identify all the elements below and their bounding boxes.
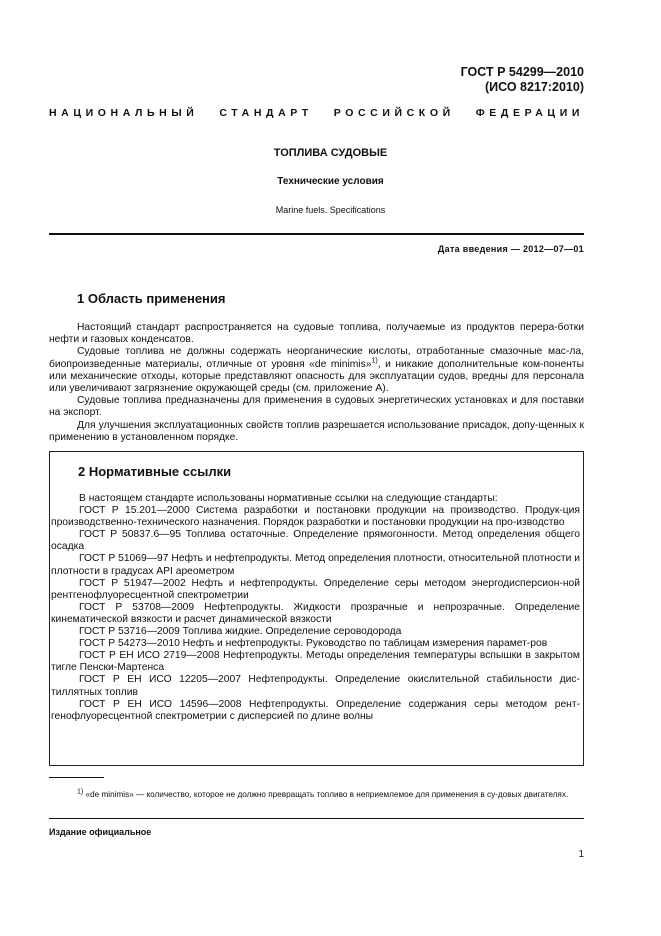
document-title: ТОПЛИВА СУДОВЫЕ bbox=[273, 147, 388, 159]
normative-references-list bbox=[51, 493, 580, 723]
reference-item: ГОСТ Р 53716—2009 Топлива жидкие. Определение сероводорода bbox=[79, 626, 402, 638]
section-1-body bbox=[49, 322, 584, 444]
title-divider bbox=[49, 233, 584, 235]
reference-item: ГОСТ Р 51947—2002 Нефть и нефтепродукты. Определение серы методом энергодисперсион-ной рентгенофлуоресцентной спектрометрии bbox=[51, 577, 580, 601]
footnote-separator bbox=[49, 777, 104, 778]
paragraph: Настоящий стандарт распространяется на судовые топлива, получаемые из продуктов перера-ботки нефти и газовых конденсатов. bbox=[49, 322, 584, 346]
reference-item: ГОСТ Р 50837.6—95 Топлива остаточные. Определение прямогонности. Метод определения общего осадка bbox=[51, 529, 580, 553]
document-subtitle: Технические условия bbox=[277, 176, 384, 187]
paragraph: Для улучшения эксплуатационных свойств топлив разрешается использование присадок, допу-щенных к применению в установленном порядке. bbox=[49, 419, 584, 443]
footnote-ref[interactable]: 1) bbox=[371, 357, 378, 365]
introduction-date: Дата введения — 2012—07—01 bbox=[437, 244, 584, 254]
footnote-marker: 1) bbox=[77, 788, 84, 796]
footnote bbox=[49, 789, 584, 800]
english-title: Marine fuels. Specifications bbox=[275, 205, 386, 215]
document-designation bbox=[461, 65, 584, 95]
footnote-body: «de minimis» — количество, которое не должно превращать топливо в неприемлемое для применения в су-довых двигателях. bbox=[83, 790, 569, 799]
footnote-text bbox=[49, 789, 584, 800]
page-number: 1 bbox=[578, 849, 584, 860]
reference-item: ГОСТ Р ЕН ИСО 12205—2007 Нефтепродукты. Определение окислительной стабильности дис-тиллятных топлив bbox=[51, 674, 580, 698]
reference-item: ГОСТ Р 51069—97 Нефть и нефтепродукты. Метод определения плотности, относительной плотности и плотности в градусах API ареометром bbox=[51, 553, 580, 577]
paragraph-text: , и никакие дополнительные ком-поненты или механические отходы, которые представляют опасность для эксплуатации судов, вредны для персонала или увеличивают загрязнение окружающей среды (см. приложение А). bbox=[49, 358, 584, 395]
paragraph: Судовые топлива предназначены для применения в судовых энергетических установках и для поставки на экспорт. bbox=[49, 395, 584, 419]
references-intro: В настоящем стандарте использованы нормативные ссылки на следующие стандарты: bbox=[79, 493, 498, 504]
paragraph-text: Судовые топлива не должны содержать неорганические кислоты, отработанные смазочные мас-ла, биопроизведенные материалы, отличные от уровня «de minimis» bbox=[49, 346, 584, 370]
paragraph bbox=[49, 346, 584, 395]
reference-item: ГОСТ Р ЕН ИСО 14596—2008 Нефтепродукты. Определение содержания серы методом рент-генофлуоресцентной спектрометрии с дисперсией по длине волны bbox=[51, 698, 580, 722]
reference-item: ГОСТ Р 53708—2009 Нефтепродукты. Жидкости прозрачные и непрозрачные. Определение кинематической вязкости и расчет динамической вязкости bbox=[51, 601, 580, 625]
national-standard-banner: НАЦИОНАЛЬНЫЙ СТАНДАРТ РОССИЙСКОЙ ФЕДЕРАЦИИ bbox=[49, 107, 584, 119]
gost-number: ГОСТ Р 54299—2010 bbox=[460, 65, 584, 79]
official-edition-label: Издание официальное bbox=[49, 827, 152, 837]
reference-item: ГОСТ Р 15.201—2000 Система разработки и постановки продукции на производство. Продук-ция производственно-технического назначения. Порядок разработки и постановки продукции на про-изводство bbox=[51, 505, 580, 529]
section-1-heading: 1 Область применения bbox=[77, 291, 226, 306]
iso-number: (ИСО 8217:2010) bbox=[485, 80, 584, 94]
footer-divider bbox=[49, 818, 584, 819]
section-2-heading: 2 Нормативные ссылки bbox=[78, 464, 232, 479]
reference-item: ГОСТ Р ЕН ИСО 2719—2008 Нефтепродукты. Методы определения температуры вспышки в закрытом тигле Пенски-Мартенса bbox=[51, 650, 580, 674]
reference-item: ГОСТ Р 54273—2010 Нефть и нефтепродукты. Руководство по таблицам измерения парамет-ров bbox=[79, 638, 548, 650]
